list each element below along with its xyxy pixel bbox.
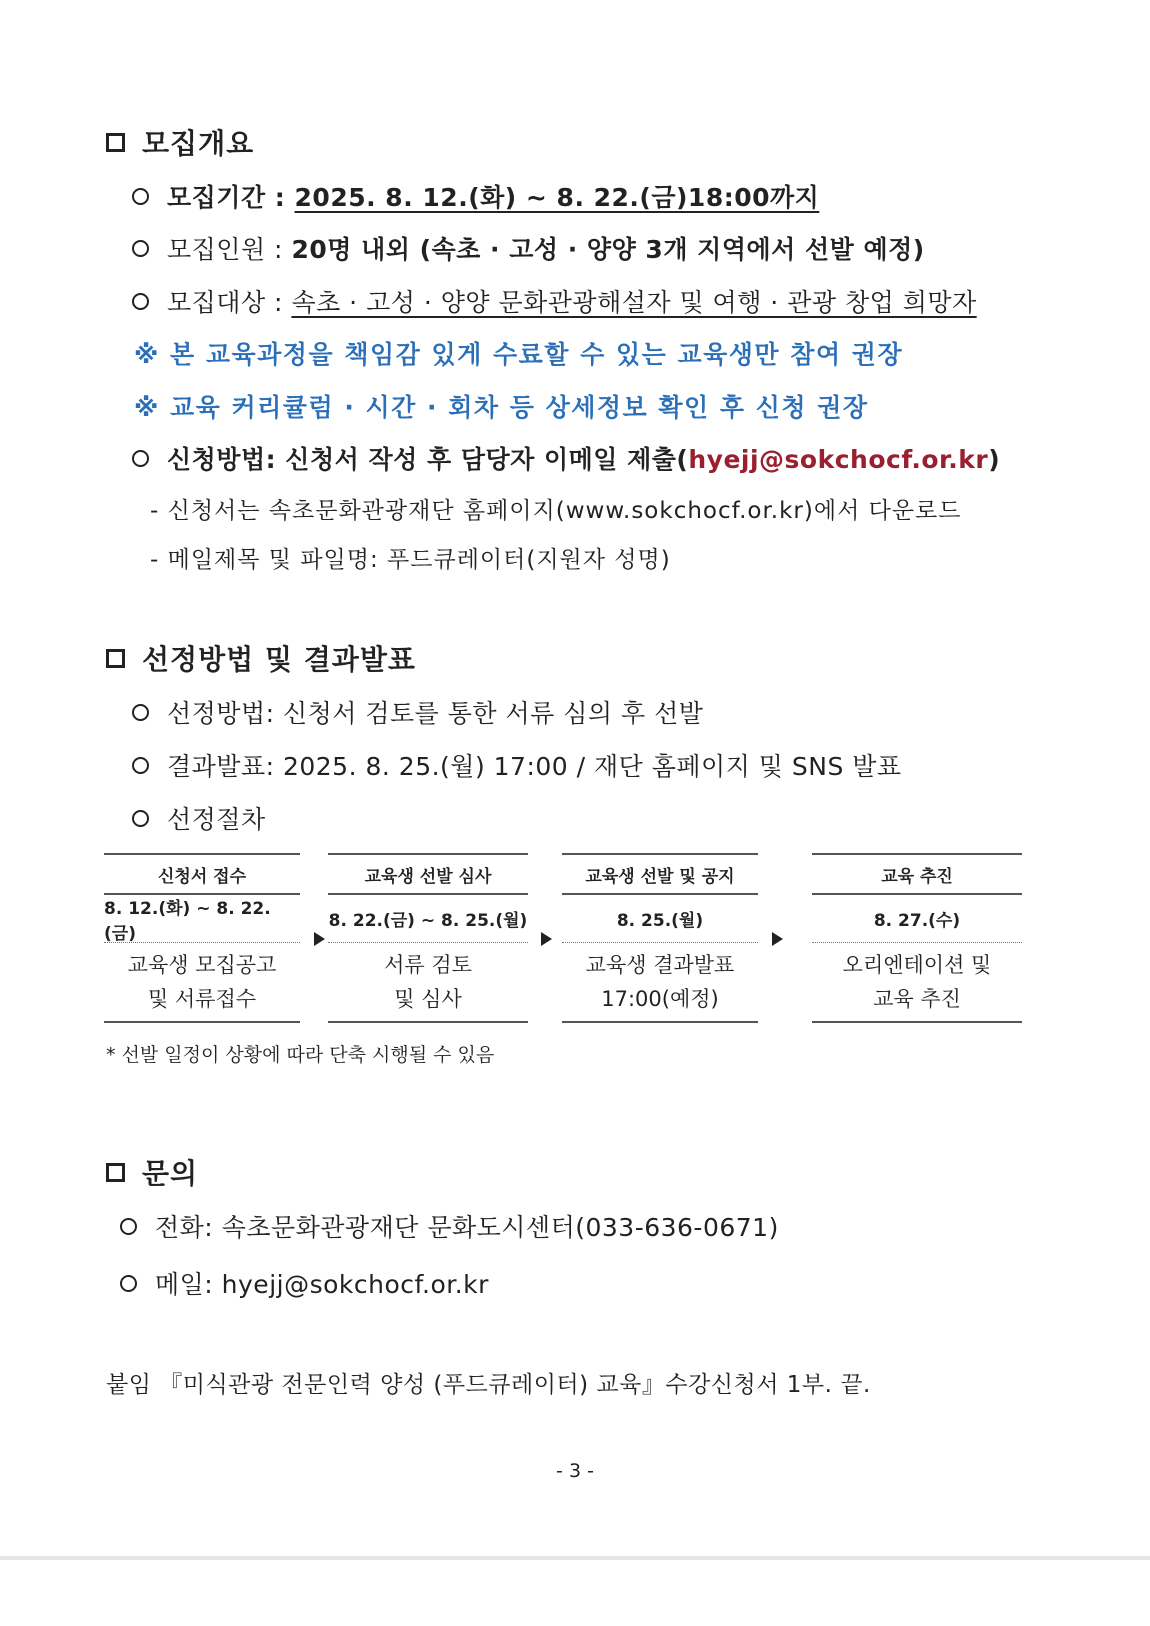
- flow-step-1: [104, 853, 300, 1023]
- section-title-contact: 문의: [106, 1152, 198, 1192]
- circle-bullet-icon: [132, 810, 149, 827]
- apply-email: hyejj@sokchocf.or.kr: [688, 445, 989, 474]
- circle-bullet-icon: [120, 1218, 137, 1235]
- square-bullet-icon: [106, 1163, 125, 1182]
- section-title-selection: 선정방법 및 결과발표: [106, 638, 416, 678]
- flow-step-4: [812, 853, 1022, 1023]
- selection-method: 선정방법: 신청서 검토를 통한 서류 심의 후 선발: [132, 694, 703, 730]
- flow-step-desc: 서류 검토 및 심사: [328, 943, 528, 1023]
- circle-bullet-icon: [120, 1275, 137, 1292]
- arrow-right-icon: [541, 932, 552, 946]
- square-bullet-icon: [106, 133, 125, 152]
- flow-step-desc: 교육생 모집공고 및 서류접수: [104, 943, 300, 1023]
- arrow-right-icon: [314, 932, 325, 946]
- flow-step-date: 8. 22.(금) ~ 8. 25.(월): [328, 895, 528, 943]
- flow-step-header: 교육생 선발 및 공지: [562, 853, 758, 895]
- page-number: - 3 -: [556, 1460, 594, 1482]
- recruit-sub-1: - 신청서는 속초문화관광재단 홈페이지(www.sokchocf.or.kr)에서 다운로드: [150, 498, 962, 524]
- flow-step-desc: 교육생 결과발표 17:00(예정): [562, 943, 758, 1023]
- arrow-right-icon: [772, 932, 783, 946]
- flow-step-date: 8. 25.(월): [562, 895, 758, 943]
- selection-process: 선정절차: [132, 800, 266, 836]
- flow-step-header: 교육생 선발 심사: [328, 853, 528, 895]
- section-title-recruit: 모집개요: [106, 122, 254, 162]
- recruit-apply: 신청방법: 신청서 작성 후 담당자 이메일 제출 ( hyejj@sokchocf.or.kr ): [132, 440, 1000, 476]
- square-bullet-icon: [106, 649, 125, 668]
- recruit-note-1: ※ 본 교육과정을 책임감 있게 수료할 수 있는 교육생만 참여 권장: [134, 340, 904, 369]
- flow-step-date: 8. 12.(화) ~ 8. 22.(금): [104, 895, 300, 943]
- flow-step-header: 교육 추진: [812, 853, 1022, 895]
- flow-step-2: [328, 853, 528, 1023]
- flow-step-date: 8. 27.(수): [812, 895, 1022, 943]
- circle-bullet-icon: [132, 757, 149, 774]
- circle-bullet-icon: [132, 450, 149, 467]
- recruit-note-2: ※ 교육 커리큘럼 · 시간 · 회차 등 상세정보 확인 후 신청 권장: [134, 393, 869, 422]
- recruit-sub-2: - 메일제목 및 파일명: 푸드큐레이터(지원자 성명): [150, 547, 671, 573]
- attachment-line: 붙임 『미식관광 전문인력 양성 (푸드큐레이터) 교육』수강신청서 1부. 끝.: [106, 1372, 871, 1398]
- selection-footnote: * 선발 일정이 상황에 따라 단축 시행될 수 있음: [106, 1044, 495, 1066]
- flow-step-3: [562, 853, 758, 1023]
- flow-step-header: 신청서 접수: [104, 853, 300, 895]
- contact-phone: 전화: 속초문화관광재단 문화도시센터(033-636-0671): [120, 1208, 779, 1244]
- recruit-target: 모집대상 : 속초 · 고성 · 양양 문화관광해설자 및 여행 · 관광 창업 희망자: [132, 283, 977, 319]
- contact-mail: 메일: hyejj@sokchocf.or.kr: [120, 1265, 489, 1301]
- recruit-count: 모집인원 : 20명 내외 (속초 · 고성 · 양양 3개 지역에서 선발 예정): [132, 230, 925, 266]
- recruit-period: 모집기간 : 2025. 8. 12.(화) ~ 8. 22.(금)18:00까지: [132, 178, 819, 214]
- flow-step-desc: 오리엔테이션 및 교육 추진: [812, 943, 1022, 1023]
- circle-bullet-icon: [132, 188, 149, 205]
- circle-bullet-icon: [132, 240, 149, 257]
- selection-result: 결과발표: 2025. 8. 25.(월) 17:00 / 재단 홈페이지 및 SNS 발표: [132, 747, 902, 783]
- circle-bullet-icon: [132, 293, 149, 310]
- page-bottom-edge: [0, 1556, 1150, 1560]
- circle-bullet-icon: [132, 704, 149, 721]
